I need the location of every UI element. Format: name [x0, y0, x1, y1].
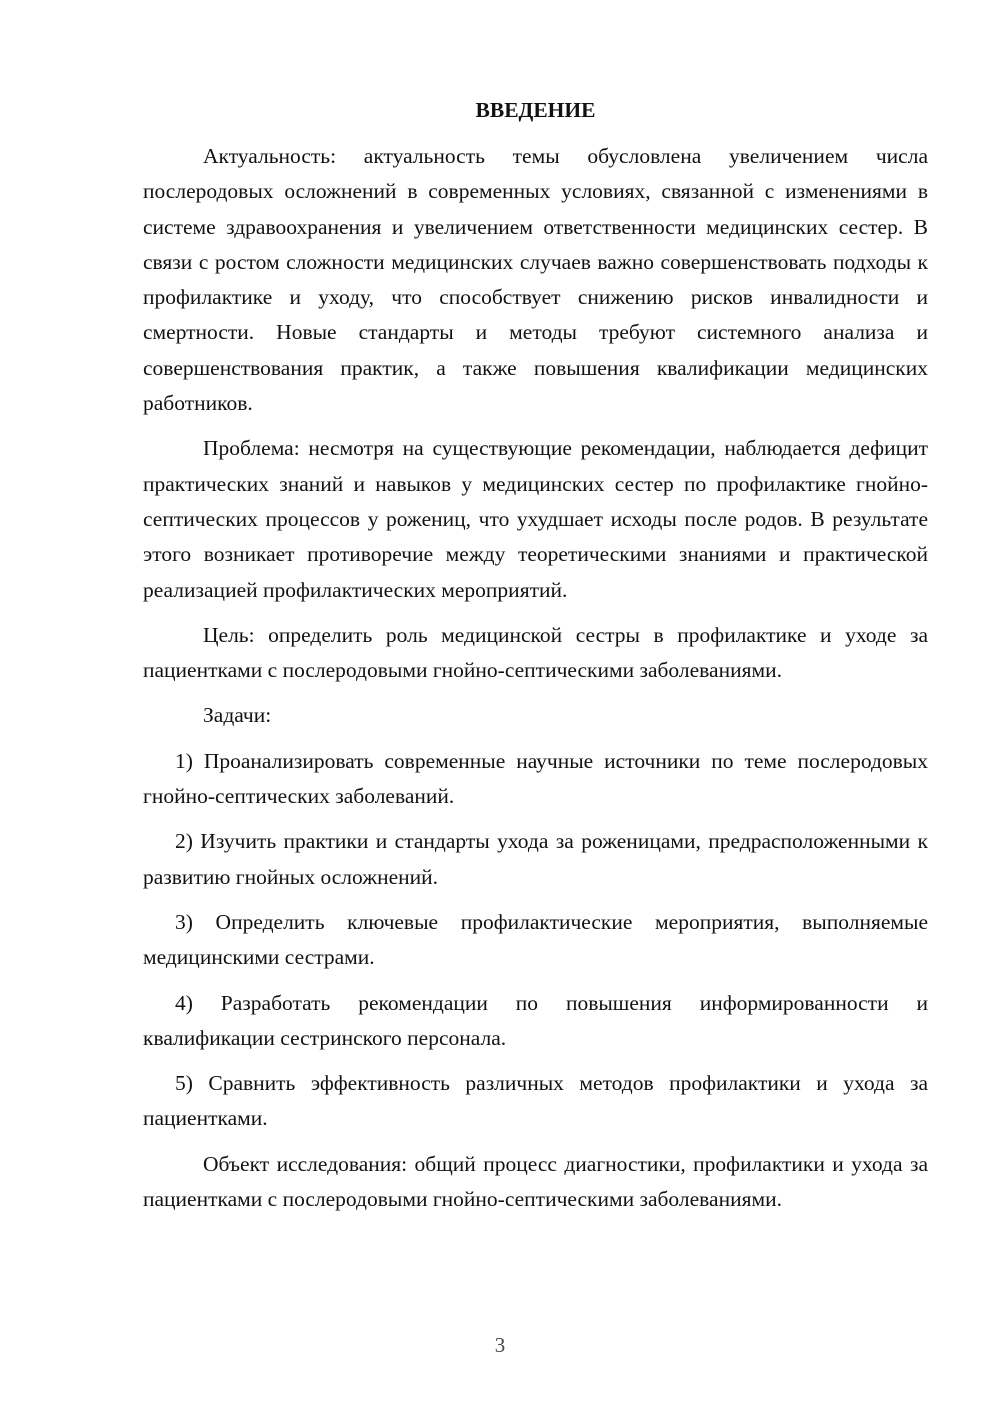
task-item-1: 1) Проанализировать современные научные источники по теме послеродовых гнойно-септических заболеваний.	[143, 748, 928, 809]
task-item-5: 5) Сравнить эффективность различных методов профилактики и ухода за пациентками.	[143, 1071, 928, 1131]
task-item-4: 4) Разработать рекомендации по повышения информированности и квалификации сестринского персонала.	[143, 990, 928, 1050]
page-title: ВВЕДЕНИЕ	[475, 98, 596, 122]
object-paragraph: Объект исследования: общий процесс диагностики, профилактики и ухода за пациентками с послеродовыми гнойно-септическими заболеваниями.	[143, 1151, 928, 1212]
goal-paragraph: Цель: определить роль медицинской сестры в профилактике и уходе за пациентками с послеродовыми гнойно-септическими заболеваниями.	[143, 622, 928, 683]
task-item-3: 3) Определить ключевые профилактические мероприятия, выполняемые медицинскими сестрами.	[143, 909, 928, 970]
page-content	[143, 95, 928, 1217]
page-number: 3	[494, 1333, 506, 1357]
task-list	[143, 744, 928, 1137]
task-item-2: 2) Изучить практики и стандарты ухода за роженицами, предрасположенными к развитию гнойных осложнений.	[143, 829, 928, 889]
tasks-label: Задачи:	[203, 703, 272, 728]
relevance-paragraph: Актуальность: актуальность темы обусловлена увеличением числа послеродовых осложнений в современных условиях, связанной с изменениями в системе здравоохранения и увеличением ответственности медицинских сестер. В связи с ростом сложности медицинских случаев важно совершенствовать подходы к профилактике и уходу, что способствует снижению рисков инвалидности и смертности. Новые стандарты и методы требуют системного анализа и совершенствования практик, а также повышения квалификации медицинских работников.	[143, 144, 928, 416]
problem-paragraph: Проблема: несмотря на существующие рекомендации, наблюдается дефицит практических знаний и навыков у медицинских сестер по профилактике гнойно-септических процессов у рожениц, что ухудшает исходы после родов. В результате этого возникает противоречие между теоретическими знаниями и практической реализацией профилактических мероприятий.	[143, 436, 928, 602]
